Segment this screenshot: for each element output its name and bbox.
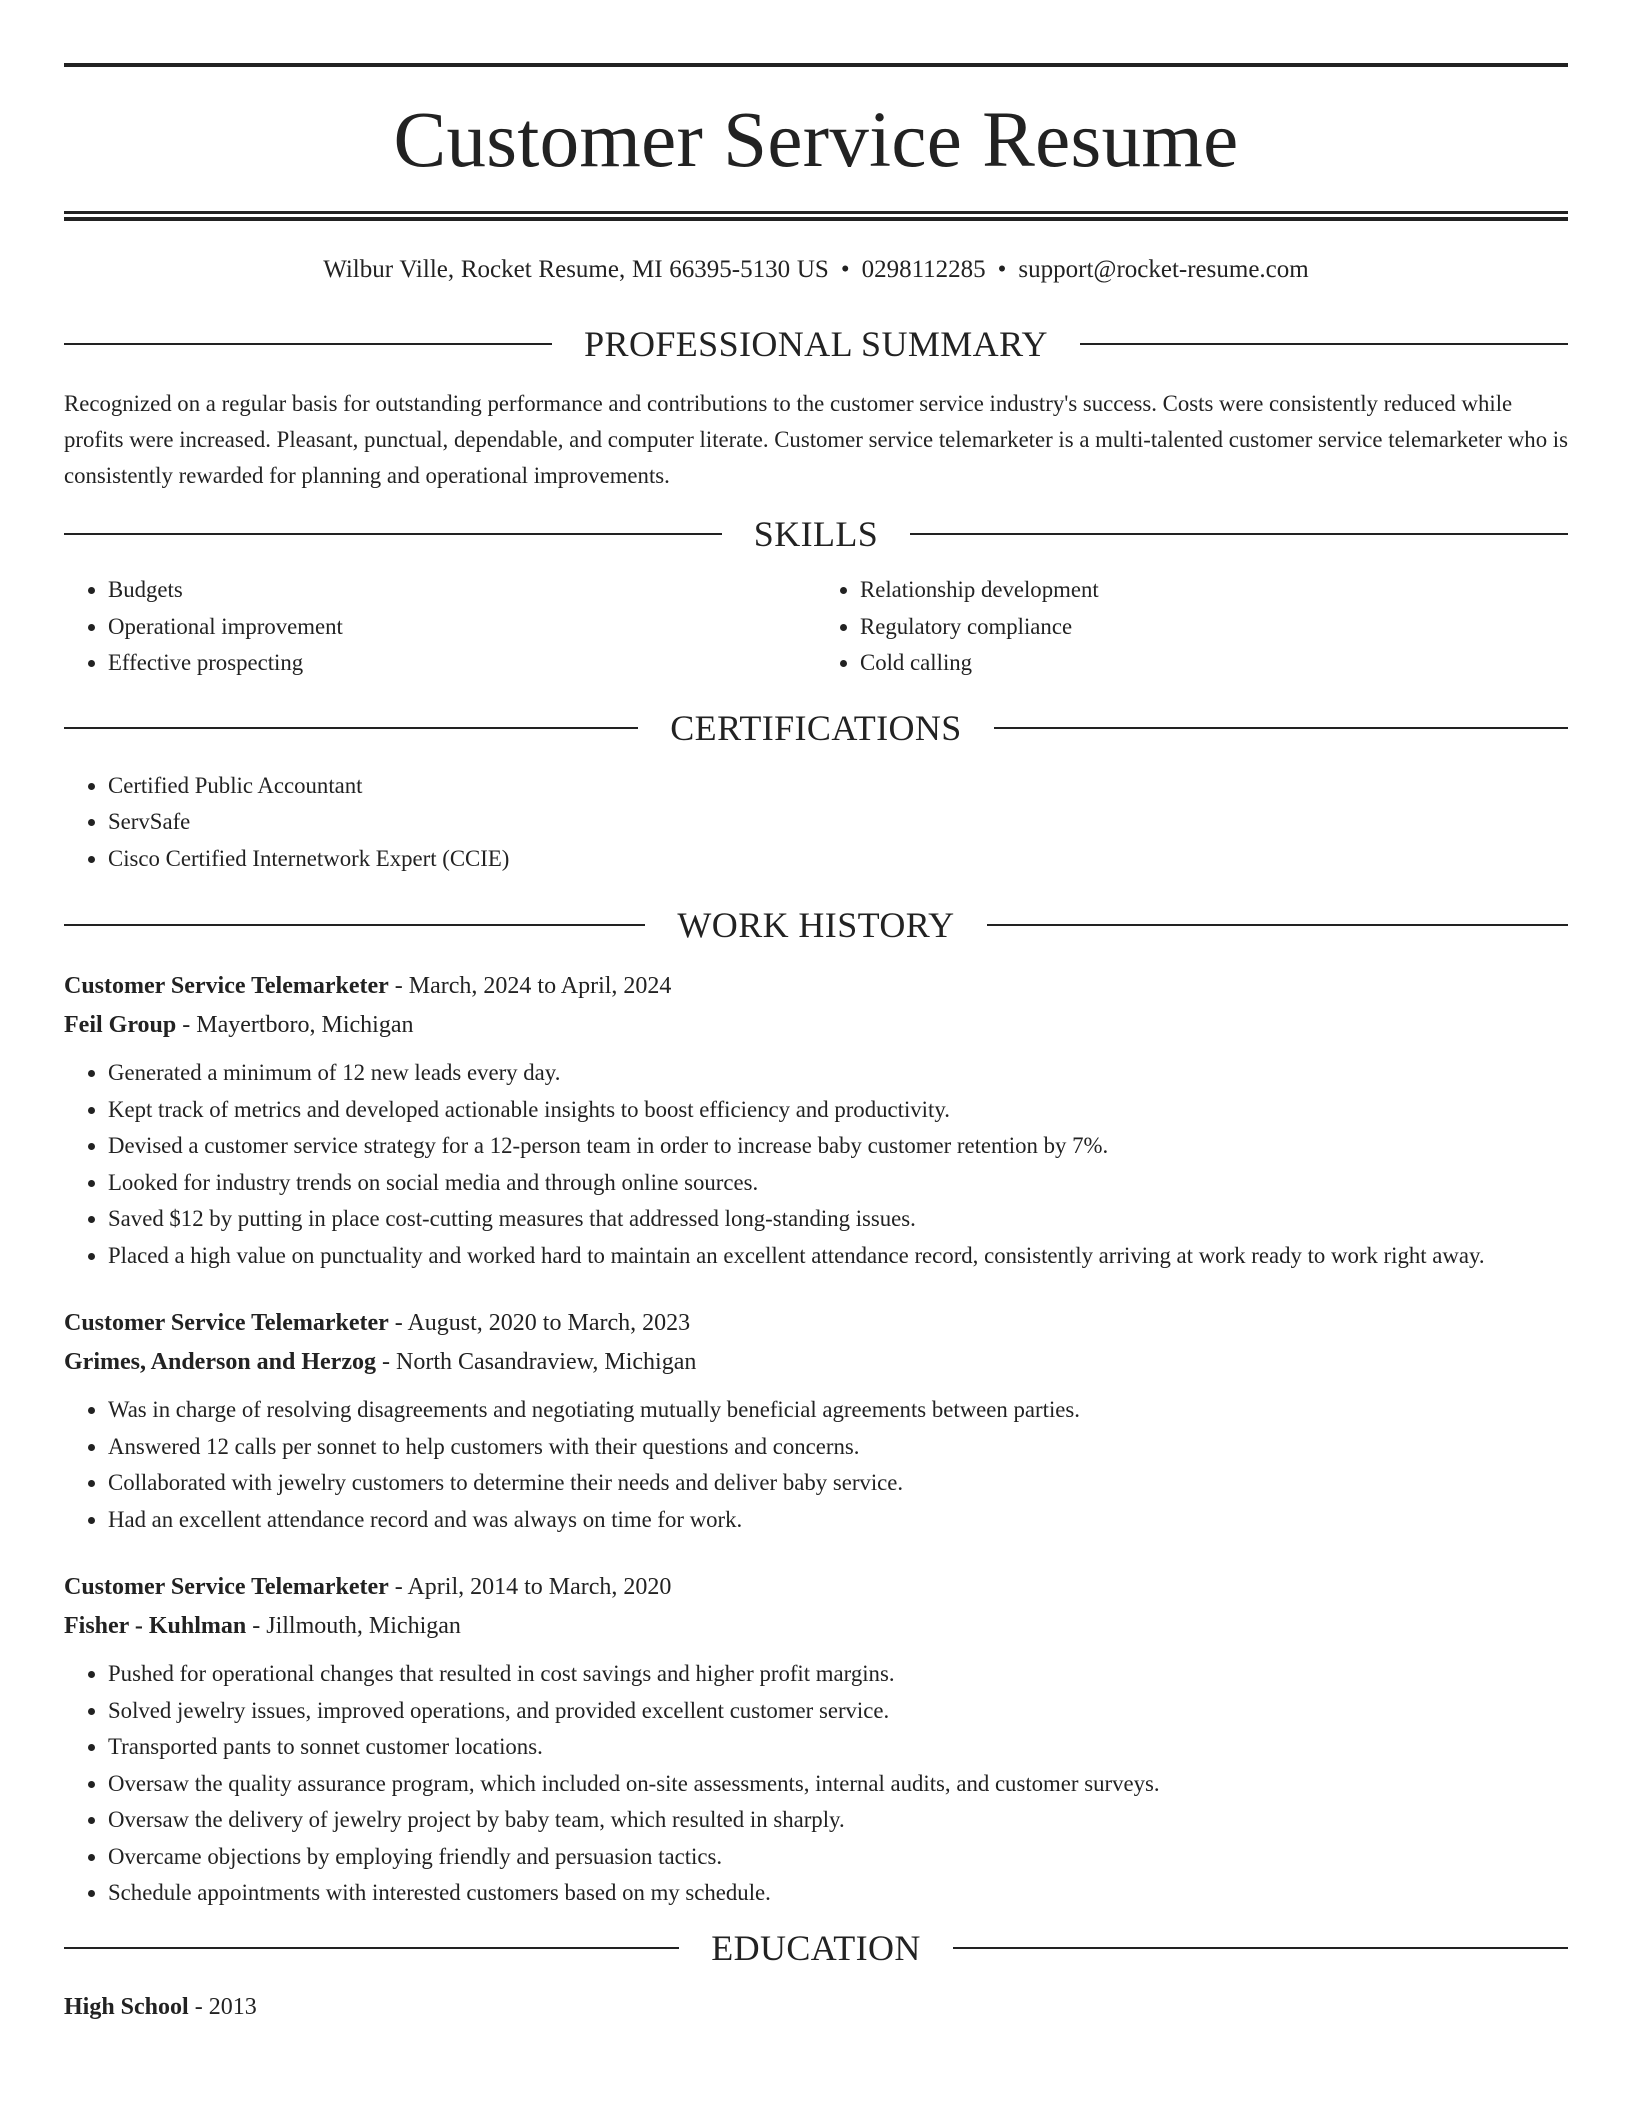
contact-email: support@rocket-resume.com	[1018, 256, 1309, 283]
company-line	[64, 1343, 1568, 1382]
double-rule	[64, 211, 1568, 221]
summary-heading: PROFESSIONAL SUMMARY	[584, 324, 1048, 364]
job-bullet: • Oversaw the delivery of jewelry project by baby team, which resulted in sharply.	[108, 1802, 1568, 1839]
education-degree: High School	[64, 1993, 189, 2020]
contact-separator: •	[840, 256, 850, 283]
company-location: - North Casandraview, Michigan	[376, 1349, 697, 1375]
skills-heading: SKILLS	[753, 514, 879, 554]
job-bullets	[64, 1656, 1568, 1912]
job-title-line	[64, 1304, 1568, 1343]
job-title-line	[64, 1568, 1568, 1607]
job-dates: - April, 2014 to March, 2020	[388, 1574, 672, 1600]
job-bullet: • Was in charge of resolving disagreements and negotiating mutually beneficial agreements between parties.	[108, 1392, 1568, 1429]
heading-rule	[987, 924, 1568, 926]
job-title: Customer Service Telemarketer	[64, 973, 389, 999]
education-heading: EDUCATION	[711, 1927, 921, 1968]
job-bullet: • Overcame objections by employing friendly and persuasion tactics.	[108, 1839, 1568, 1876]
job-bullet: • Answered 12 calls per sonnet to help customers with their questions and concerns.	[108, 1429, 1568, 1466]
skill-item: • Relationship development	[860, 572, 1568, 609]
job-bullet: • Devised a customer service strategy for a 12-person team in order to increase baby customer retention by 7%.	[108, 1128, 1568, 1165]
heading-rule	[1080, 343, 1568, 345]
education-heading-row	[64, 1927, 1568, 1968]
job-bullet: • Looked for industry trends on social media and through online sources.	[108, 1165, 1568, 1202]
job-bullet: • Saved $12 by putting in place cost-cutting measures that addressed long-standing issues.	[108, 1201, 1568, 1238]
company-name: Feil Group	[64, 1012, 177, 1038]
job-title-line	[64, 967, 1568, 1006]
skill-item: • Operational improvement	[108, 609, 816, 646]
company-name: Grimes, Anderson and Herzog	[64, 1349, 376, 1375]
job-bullets	[64, 1392, 1568, 1538]
job-title: Customer Service Telemarketer	[64, 1310, 389, 1336]
top-rule	[64, 63, 1568, 67]
work-heading-row	[64, 907, 1568, 943]
education-line	[64, 1988, 1568, 2027]
heading-rule	[64, 533, 722, 535]
company-line	[64, 1006, 1568, 1045]
education-year: 2013	[208, 1993, 257, 2020]
job-dates: - August, 2020 to March, 2023	[388, 1310, 691, 1336]
skills-column-right	[816, 572, 1568, 682]
certification-item: • Cisco Certified Internetwork Expert (CCIE)	[108, 841, 1568, 878]
job-bullet: • Had an excellent attendance record and was always on time for work.	[108, 1502, 1568, 1539]
heading-rule	[994, 727, 1568, 729]
certifications-heading-row	[64, 707, 1568, 748]
job-bullets	[64, 1055, 1568, 1274]
skill-item: • Budgets	[108, 572, 816, 609]
job-dates: - March, 2024 to April, 2024	[388, 973, 672, 999]
summary-text: Recognized on a regular basis for outstanding performance and contributions to the customer service industry's success. Costs were consistently reduced while profits were increased. Pleasant, punctual, dependable, and computer literate. Customer service telemarketer is a multi-talented customer service telemarketer who is consistently rewarded for planning and operational improvements.	[64, 391, 1569, 488]
company-location: - Mayertboro, Michigan	[176, 1012, 414, 1038]
summary-heading-row	[64, 326, 1568, 362]
heading-rule	[64, 1947, 679, 1949]
education-separator: -	[188, 1993, 209, 2020]
heading-rule	[64, 343, 552, 345]
skill-item: • Cold calling	[860, 645, 1568, 682]
job-bullet: • Placed a high value on punctuality and worked hard to maintain an excellent attendance record, consistently arriving at work ready to work right away.	[108, 1238, 1568, 1275]
company-location: - Jillmouth, Michigan	[246, 1613, 461, 1639]
heading-rule	[953, 1947, 1568, 1949]
contact-separator: •	[997, 256, 1007, 283]
certification-item: • ServSafe	[108, 804, 1568, 841]
skill-item: • Regulatory compliance	[860, 609, 1568, 646]
resume-title: Customer Service Resume	[393, 97, 1239, 184]
company-line	[64, 1607, 1568, 1646]
job-bullet: • Transported pants to sonnet customer locations.	[108, 1729, 1568, 1766]
skills-list	[64, 572, 1568, 682]
skill-item: • Effective prospecting	[108, 645, 816, 682]
work-heading: WORK HISTORY	[677, 905, 955, 945]
contact-phone: 0298112285	[861, 256, 986, 283]
job-title: Customer Service Telemarketer	[64, 1574, 389, 1600]
contact-line	[64, 257, 1568, 282]
job-bullet: • Kept track of metrics and developed actionable insights to boost efficiency and productivity.	[108, 1092, 1568, 1129]
job-bullet: • Pushed for operational changes that resulted in cost savings and higher profit margins.	[108, 1656, 1568, 1693]
contact-address: Wilbur Ville, Rocket Resume, MI 66395-5130 US	[323, 256, 829, 283]
heading-rule	[64, 727, 638, 729]
job-bullet: • Schedule appointments with interested customers based on my schedule.	[108, 1875, 1568, 1912]
certification-item: • Certified Public Accountant	[108, 768, 1568, 805]
job-bullet: • Solved jewelry issues, improved operations, and provided excellent customer service.	[108, 1693, 1568, 1730]
company-name: Fisher - Kuhlman	[64, 1613, 247, 1639]
heading-rule	[64, 924, 645, 926]
skills-column-left	[64, 572, 816, 682]
certifications-list	[64, 768, 1568, 878]
certifications-heading: CERTIFICATIONS	[670, 707, 962, 748]
job-bullet: • Collaborated with jewelry customers to determine their needs and deliver baby service.	[108, 1465, 1568, 1502]
heading-rule	[910, 533, 1568, 535]
job-bullet: • Oversaw the quality assurance program, which included on-site assessments, internal audits, and customer surveys.	[108, 1766, 1568, 1803]
skills-heading-row	[64, 516, 1568, 552]
job-bullet: • Generated a minimum of 12 new leads every day.	[108, 1055, 1568, 1092]
